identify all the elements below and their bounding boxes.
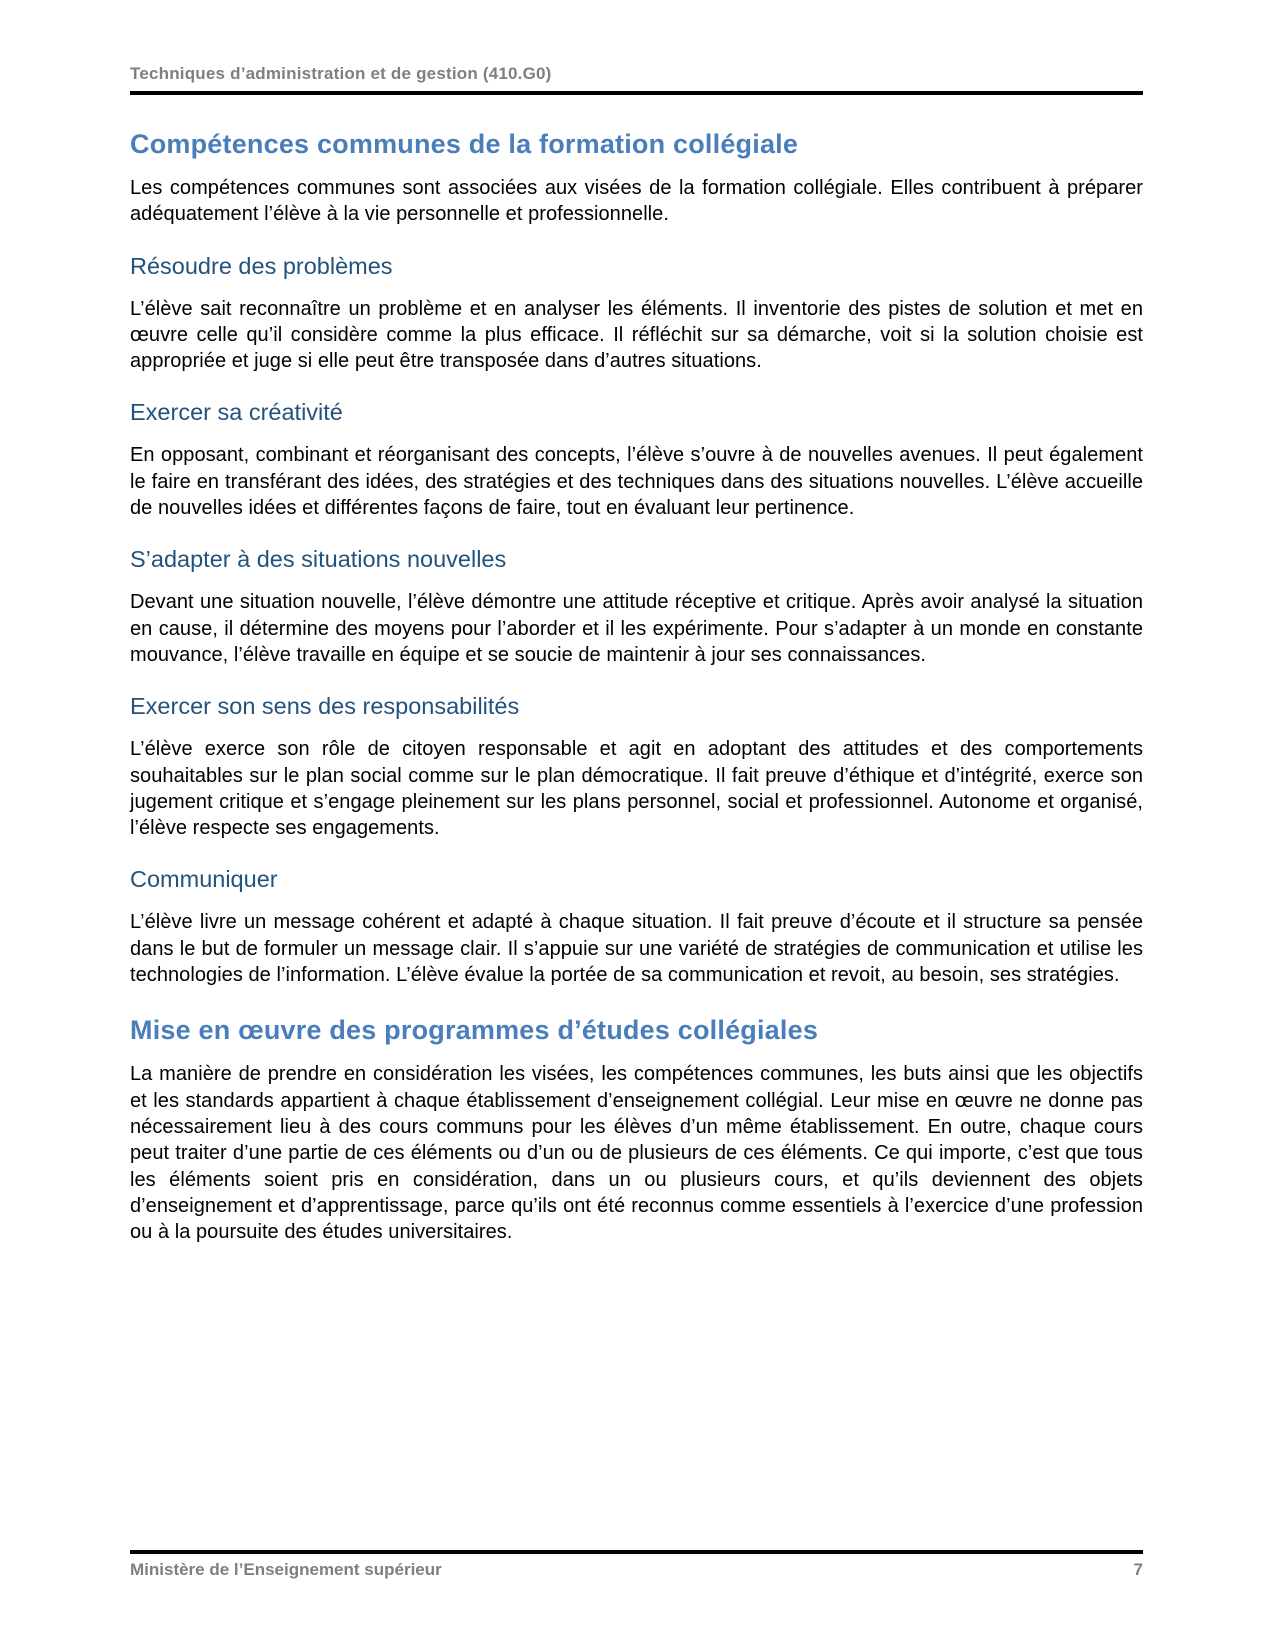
paragraph-sens-responsabilites: L’élève exerce son rôle de citoyen responsable et agit en adoptant des attitudes et des comportements souhaitables sur le plan social comme sur le plan démocratique. Il fait preuve d’éthique et d’intégrité, exerce son jugement critique et s’engage pleinement sur les plans personnel, social et professionnel. Autonome et organisé, l’élève respecte ses engagements. [130,738,1143,840]
subheading-communiquer: Communiquer [130,866,278,893]
paragraph-exercer-creativite: En opposant, combinant et réorganisant des concepts, l’élève s’ouvre à de nouvelles avenues. Il peut également le faire en transférant des idées, des stratégies et des techniques dans des situations nouvelles. L’élève accueille de nouvelles idées et différentes façons de faire, tout en évaluant leur pertinence. [130,444,1143,520]
running-footer [130,1550,1143,1580]
running-header-title: Techniques d’administration et de gestion (410.G0) [130,64,552,83]
paragraph-resoudre-problemes: L’élève sait reconnaître un problème et en analyser les éléments. Il inventorie des pistes de solution et met en œuvre celle qu’il considère comme la plus efficace. Il réfléchit sur sa démarche, voit si la solution choisie est appropriée et juge si elle peut être transposée dans d’autres situations. [130,297,1143,373]
subheading-adapter-situations: S’adapter à des situations nouvelles [130,546,507,573]
page-content [130,64,1143,1245]
paragraph-adapter-situations: Devant une situation nouvelle, l’élève démontre une attitude réceptive et critique. Après avoir analysé la situation en cause, il détermine des moyens pour l’aborder et il les expérimente. Pour s’adapter à un monde en constante mouvance, l’élève travaille en équipe et se soucie de maintenir à jour ses connaissances. [130,591,1143,666]
header-rule [130,91,1143,95]
subheading-exercer-creativite: Exercer sa créativité [130,399,343,426]
heading-competences-communes: Compétences communes de la formation collégiale [130,129,799,159]
paragraph-mise-en-oeuvre: La manière de prendre en considération les visées, les compétences communes, les buts ainsi que les objectifs et les standards appartient à chaque établissement d’enseignement collégial. Leur mise en œuvre ne donne pas nécessairement lieu à des cours communs pour les élèves d’un même établissement. En outre, chaque cours peut traiter d’une partie de ces éléments ou d’un ou de plusieurs de ces éléments. Ce qui importe, c’est que tous les éléments soient pris en considération, dans un ou plusieurs cours, et qu’ils deviennent des objets d’enseignement et d’apprentissage, parce qu’ils ont été reconnus comme essentiels à l’exercice d’une profession ou à la poursuite des études universitaires. [130,1063,1143,1244]
subheading-sens-responsabilites: Exercer son sens des responsabilités [130,693,520,720]
footer-ministry-label: Ministère de l’Enseignement supérieur [130,1560,442,1579]
footer-row [130,1560,1143,1580]
heading-mise-en-oeuvre: Mise en œuvre des programmes d’études collégiales [130,1015,819,1046]
paragraph-communiquer: L’élève livre un message cohérent et adapté à chaque situation. Il fait preuve d’écoute et il structure sa pensée dans le but de formuler un message clair. Il s’appuie sur une variété de stratégies de communication et utilise les technologies de l’information. L’élève évalue la portée de sa communication et revoit, au besoin, ses stratégies. [130,911,1143,987]
running-header [130,64,1143,95]
footer-rule [130,1550,1143,1554]
subheading-resoudre-problemes: Résoudre des problèmes [130,252,393,279]
footer-page-number: 7 [1133,1560,1143,1579]
paragraph-intro: Les compétences communes sont associées aux visées de la formation collégiale. Elles contribuent à préparer adéquatement l’élève à la vie personnelle et professionnelle. [130,177,1143,226]
